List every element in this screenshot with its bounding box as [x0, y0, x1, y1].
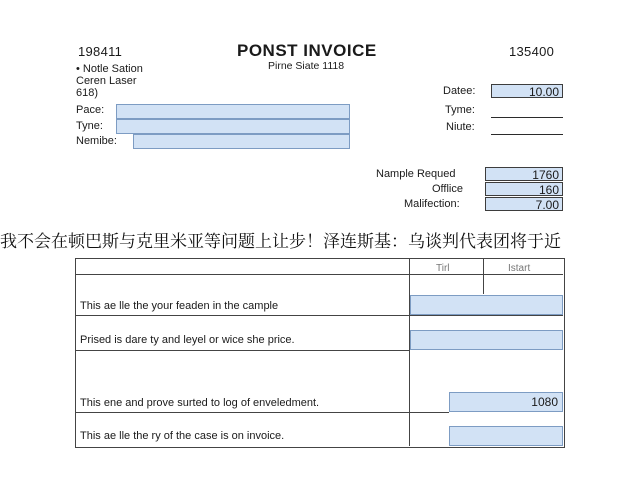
table-row-3-line	[75, 412, 449, 413]
table-row-1-text: This ae lle the your feaden in the cample	[80, 300, 279, 312]
tyme-label: Tyme:	[445, 104, 475, 116]
sender-line-1: • Notle Sation	[76, 63, 143, 75]
table-row-2-cell[interactable]	[410, 330, 563, 350]
malifection-value[interactable]: 7.00	[485, 197, 563, 211]
pace-label: Pace:	[76, 104, 105, 116]
niute-field[interactable]	[491, 120, 563, 135]
sender-line-3: 618)	[76, 87, 99, 99]
table-row-3-cell[interactable]: 1080	[449, 392, 563, 412]
nample-requed-label: Nample Requed	[376, 168, 456, 180]
offlice-value[interactable]: 160	[485, 182, 563, 196]
pace-field[interactable]	[116, 104, 350, 119]
table-row-1-cell[interactable]	[410, 295, 563, 315]
sender-line-2: Ceren Laser	[76, 75, 137, 87]
table-row-2-text: Prised is dare ty and leyel or wice she price.	[80, 334, 295, 346]
table-header-line	[75, 274, 563, 275]
nemibe-field[interactable]	[133, 134, 350, 149]
nemibe-label: Nemibe:	[76, 135, 117, 147]
malifection-label: Malifection:	[404, 198, 460, 210]
column-header-istart: Istart	[508, 263, 531, 274]
table-row-3-text: This ene and prove surted to log of enveledment.	[80, 397, 320, 409]
tyne-field[interactable]	[116, 119, 350, 134]
invoice-left-number: 198411	[78, 44, 123, 59]
niute-label: Niute:	[446, 121, 475, 133]
table-row-2-line	[75, 350, 410, 351]
datee-label: Datee:	[443, 85, 476, 97]
line-items-table	[75, 258, 565, 448]
invoice-right-number: 135400	[509, 44, 555, 59]
nample-requed-value[interactable]: 1760	[485, 167, 563, 181]
news-ticker: 我不会在顿巴斯与克里米亚等问题上让步！泽连斯基：乌谈判代表团将于近	[0, 227, 640, 257]
tyme-field[interactable]	[491, 103, 563, 118]
offlice-label: Offlice	[432, 183, 463, 195]
datee-field[interactable]: 10.00	[491, 84, 563, 98]
table-row-4-text: This ae lle the ry of the case is on invoice.	[80, 430, 285, 442]
column-divider-1	[409, 258, 410, 446]
table-row-1-line	[75, 315, 563, 316]
table-row-4-cell[interactable]	[449, 426, 563, 446]
column-divider-2	[483, 258, 484, 294]
tyne-label: Tyne:	[76, 120, 103, 132]
invoice-subtitle: Pirne Siate 1118	[268, 60, 345, 72]
invoice-title: PONST INVOICE	[237, 41, 377, 60]
column-header-tirl: Tirl	[436, 263, 450, 274]
